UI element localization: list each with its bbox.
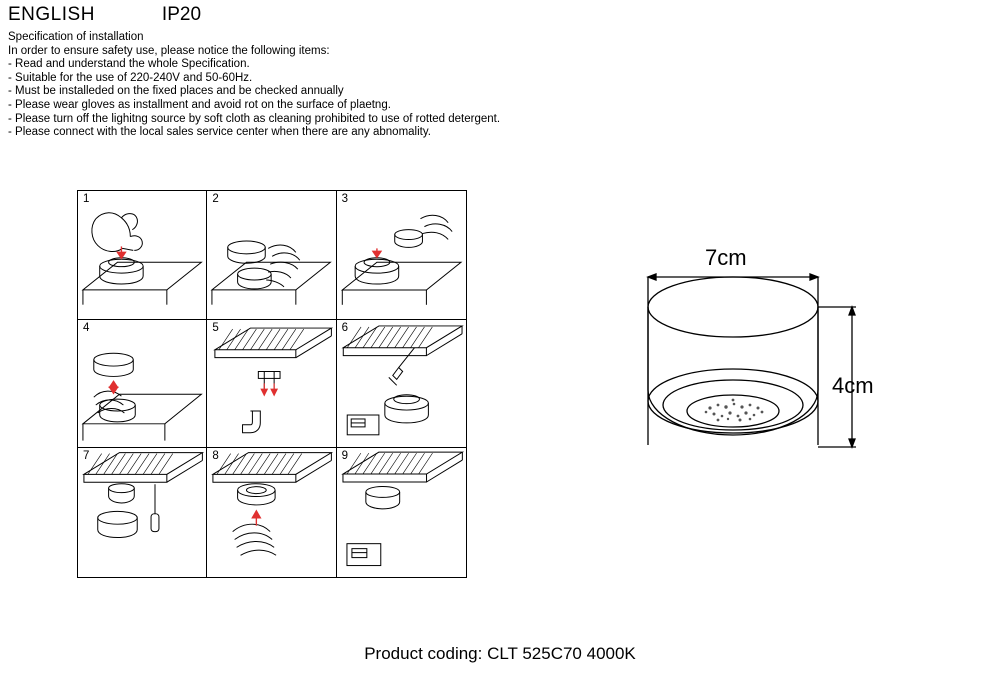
- step-number: 1: [83, 193, 90, 205]
- step-7-diagram: [78, 448, 206, 577]
- step-number: 2: [212, 193, 219, 205]
- specification-text-block: [8, 31, 500, 140]
- installation-step-9: [337, 448, 466, 577]
- step-3-diagram: [337, 191, 466, 319]
- height-dimension-label: 4cm: [832, 373, 874, 398]
- step-1-diagram: [78, 191, 206, 319]
- product-dimension-drawing: [600, 215, 960, 485]
- product-coding-footer: Product coding: CLT 525C70 4000K: [364, 644, 636, 663]
- installation-step-7: [78, 448, 207, 577]
- step-5-diagram: [207, 320, 335, 448]
- installation-step-2: [207, 191, 336, 320]
- installation-step-4: [78, 320, 207, 449]
- spec-intro: In order to ensure safety use, please notice the following items:: [8, 44, 330, 57]
- ip-rating-label: IP20: [161, 4, 202, 25]
- step-number: 5: [212, 321, 219, 334]
- installation-steps-grid: [77, 190, 467, 578]
- spec-item-4: - Please wear gloves as installment and avoid rot on the surface of plaetng.: [8, 98, 391, 111]
- product-drawing-svg: [600, 215, 960, 485]
- spec-item-2: - Suitable for the use of 220-240V and 50-60Hz.: [8, 71, 253, 84]
- spec-item-1: - Read and understand the whole Specification.: [8, 58, 250, 71]
- installation-step-8: [207, 448, 336, 577]
- width-dimension-label: 7cm: [705, 245, 747, 270]
- step-9-diagram: [337, 448, 466, 577]
- step-6-diagram: [337, 320, 466, 448]
- step-4-diagram: [78, 320, 206, 448]
- step-number: 4: [83, 321, 90, 334]
- spec-item-3: - Must be installeded on the fixed places and be checked annually: [8, 85, 344, 98]
- installation-step-1: [78, 191, 207, 320]
- installation-step-3: [337, 191, 466, 320]
- step-number: 8: [212, 450, 219, 463]
- installation-step-5: [207, 320, 336, 449]
- spec-title: Specification of installation: [8, 31, 144, 43]
- spec-item-6: - Please connect with the local sales service center when there are any abnomality.: [8, 126, 431, 139]
- step-number: 9: [341, 450, 349, 463]
- language-label: ENGLISH: [8, 4, 95, 25]
- document-header: [8, 4, 201, 26]
- spec-item-5: - Please turn off the lighitng source by soft cloth as cleaning prohibited to use of rotted detergent.: [8, 112, 501, 125]
- step-number: 3: [341, 193, 349, 205]
- installation-step-6: [337, 320, 466, 449]
- step-2-diagram: [207, 191, 335, 319]
- step-number: 7: [83, 450, 90, 463]
- step-8-diagram: [207, 448, 335, 577]
- step-number: 6: [341, 321, 349, 334]
